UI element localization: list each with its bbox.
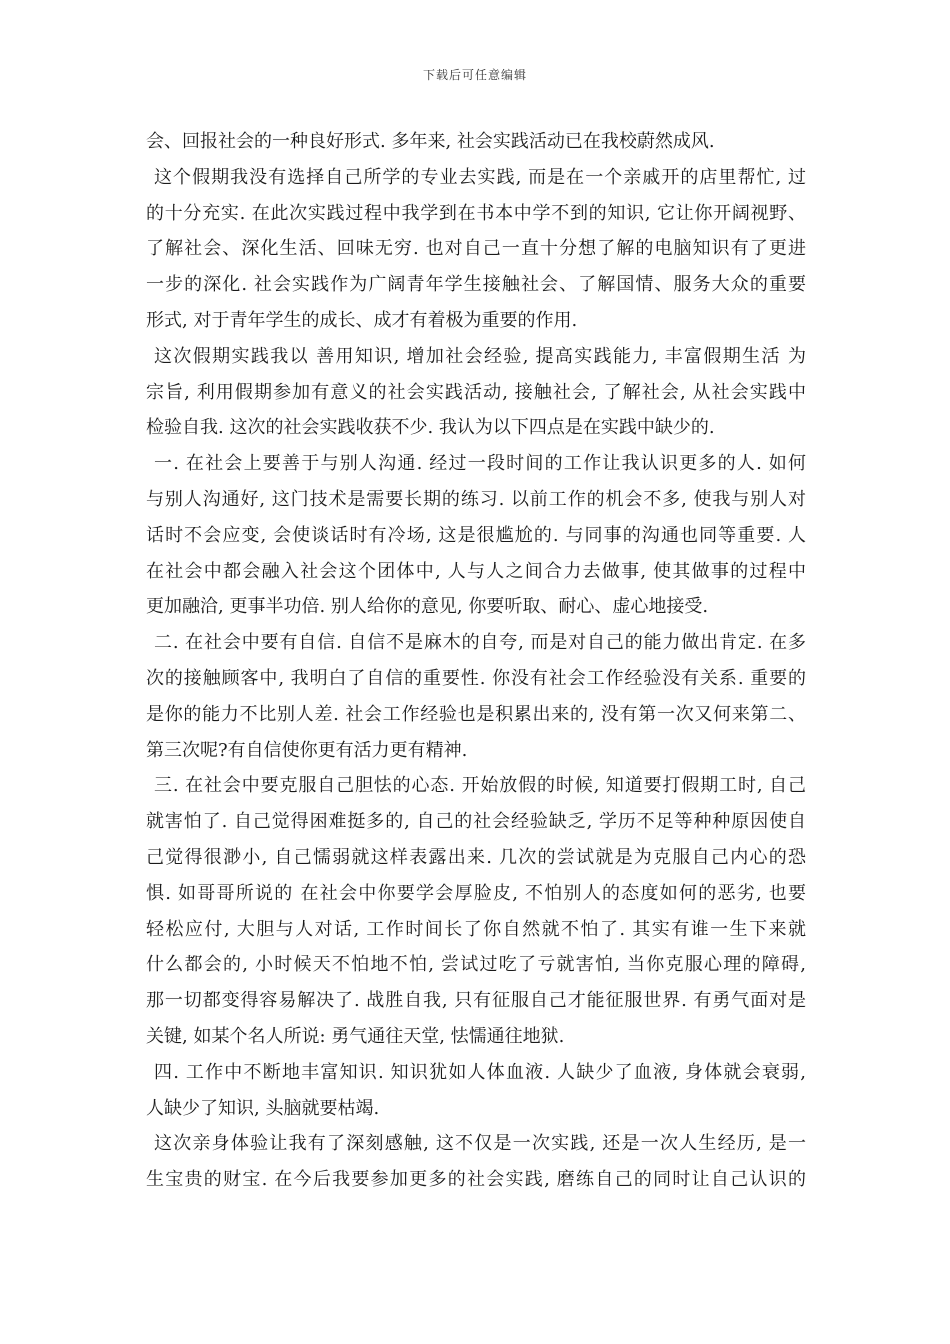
text-line: 生宝贵的财宝. 在今后我要参加更多的社会实践, 磨练自己的同时让自己认识的 xyxy=(146,1169,806,1191)
text-line: 的十分充实. 在此次实践过程中我学到在书本中学不到的知识, 它让你开阔视野、 xyxy=(146,202,806,224)
text-line: 二. 在社会中要有自信. 自信不是麻木的自夸, 而是对自己的能力做出肯定. 在多 xyxy=(154,632,806,654)
text-line: 那一切都变得容易解决了. 战胜自我, 只有征服自己才能征服世界. 有勇气面对是 xyxy=(146,990,806,1012)
text-line: 这个假期我没有选择自己所学的专业去实践, 而是在一个亲戚开的店里帮忙, 过 xyxy=(154,166,806,188)
text-line: 检验自我. 这次的社会实践收获不少. 我认为以下四点是在实践中缺少的. xyxy=(146,417,715,439)
text-line: 了解社会、深化生活、回味无穷. 也对自己一直十分想了解的电脑知识有了更进 xyxy=(146,238,806,260)
text-line: 关键, 如某个名人所说: 勇气通往天堂, 怯懦通往地狱. xyxy=(146,1025,565,1047)
text-line: 第三次呢?有自信使你更有活力更有精神. xyxy=(146,739,468,761)
text-line: 这次假期实践我以 善用知识, 增加社会经验, 提高实践能力, 丰富假期生活 为 xyxy=(154,345,806,367)
text-line: 更加融洽, 更事半功倍. 别人给你的意见, 你要听取、耐心、虚心地接受. xyxy=(146,596,709,618)
text-line: 人缺少了知识, 头脑就要枯竭. xyxy=(146,1097,380,1119)
document-body xyxy=(146,124,806,1198)
text-line: 会、回报社会的一种良好形式. 多年来, 社会实践活动已在我校蔚然成风. xyxy=(146,131,715,152)
text-line: 就害怕了. 自己觉得困难挺多的, 自己的社会经验缺乏, 学历不足等种种原因使自 xyxy=(146,811,806,833)
text-line: 三. 在社会中要克服自己胆怯的心态. 开始放假的时候, 知道要打假期工时, 自己 xyxy=(154,775,806,797)
text-line: 话时不会应变, 会使谈话时有冷场, 这是很尴尬的. 与同事的沟通也同等重要. 人 xyxy=(146,524,806,546)
text-line: 这次亲身体验让我有了深刻感触, 这不仅是一次实践, 还是一次人生经历, 是一 xyxy=(154,1133,806,1155)
text-line: 次的接触顾客中, 我明白了自信的重要性. 你没有社会工作经验没有关系. 重要的 xyxy=(146,667,806,689)
text-line: 宗旨, 利用假期参加有意义的社会实践活动, 接触社会, 了解社会, 从社会实践中 xyxy=(146,381,806,403)
text-line: 己觉得很渺小, 自己懦弱就这样表露出来. 几次的尝试就是为克服自己内心的恐 xyxy=(146,846,806,868)
text-line: 什么都会的, 小时候天不怕地不怕, 尝试过吃了亏就害怕, 当你克服心理的障碍, xyxy=(146,954,806,976)
text-line: 轻松应付, 大胆与人对话, 工作时间长了你自然就不怕了. 其实有谁一生下来就 xyxy=(146,918,806,940)
text-line: 惧. 如哥哥所说的 在社会中你要学会厚脸皮, 不怕别人的态度如何的恶劣, 也要 xyxy=(146,882,806,904)
text-line: 在社会中都会融入社会这个团体中, 人与人之间合力去做事, 使其做事的过程中 xyxy=(146,560,806,582)
text-line: 与别人沟通好, 这门技术是需要长期的练习. 以前工作的机会不多, 使我与别人对 xyxy=(146,488,806,510)
text-line: 一步的深化. 社会实践作为广阔青年学生接触社会、了解国情、服务大众的重要 xyxy=(146,274,806,296)
text-line: 形式, 对于青年学生的成长、成才有着极为重要的作用. xyxy=(146,309,578,331)
text-line: 四. 工作中不断地丰富知识. 知识犹如人体血液. 人缺少了血液, 身体就会衰弱, xyxy=(154,1061,806,1083)
page-header: 下载后可任意编辑 xyxy=(422,68,527,82)
text-line: 一. 在社会上要善于与别人沟通. 经过一段时间的工作让我认识更多的人. 如何 xyxy=(154,453,806,475)
text-line: 是你的能力不比别人差. 社会工作经验也是积累出来的, 没有第一次又何来第二、 xyxy=(146,703,806,725)
